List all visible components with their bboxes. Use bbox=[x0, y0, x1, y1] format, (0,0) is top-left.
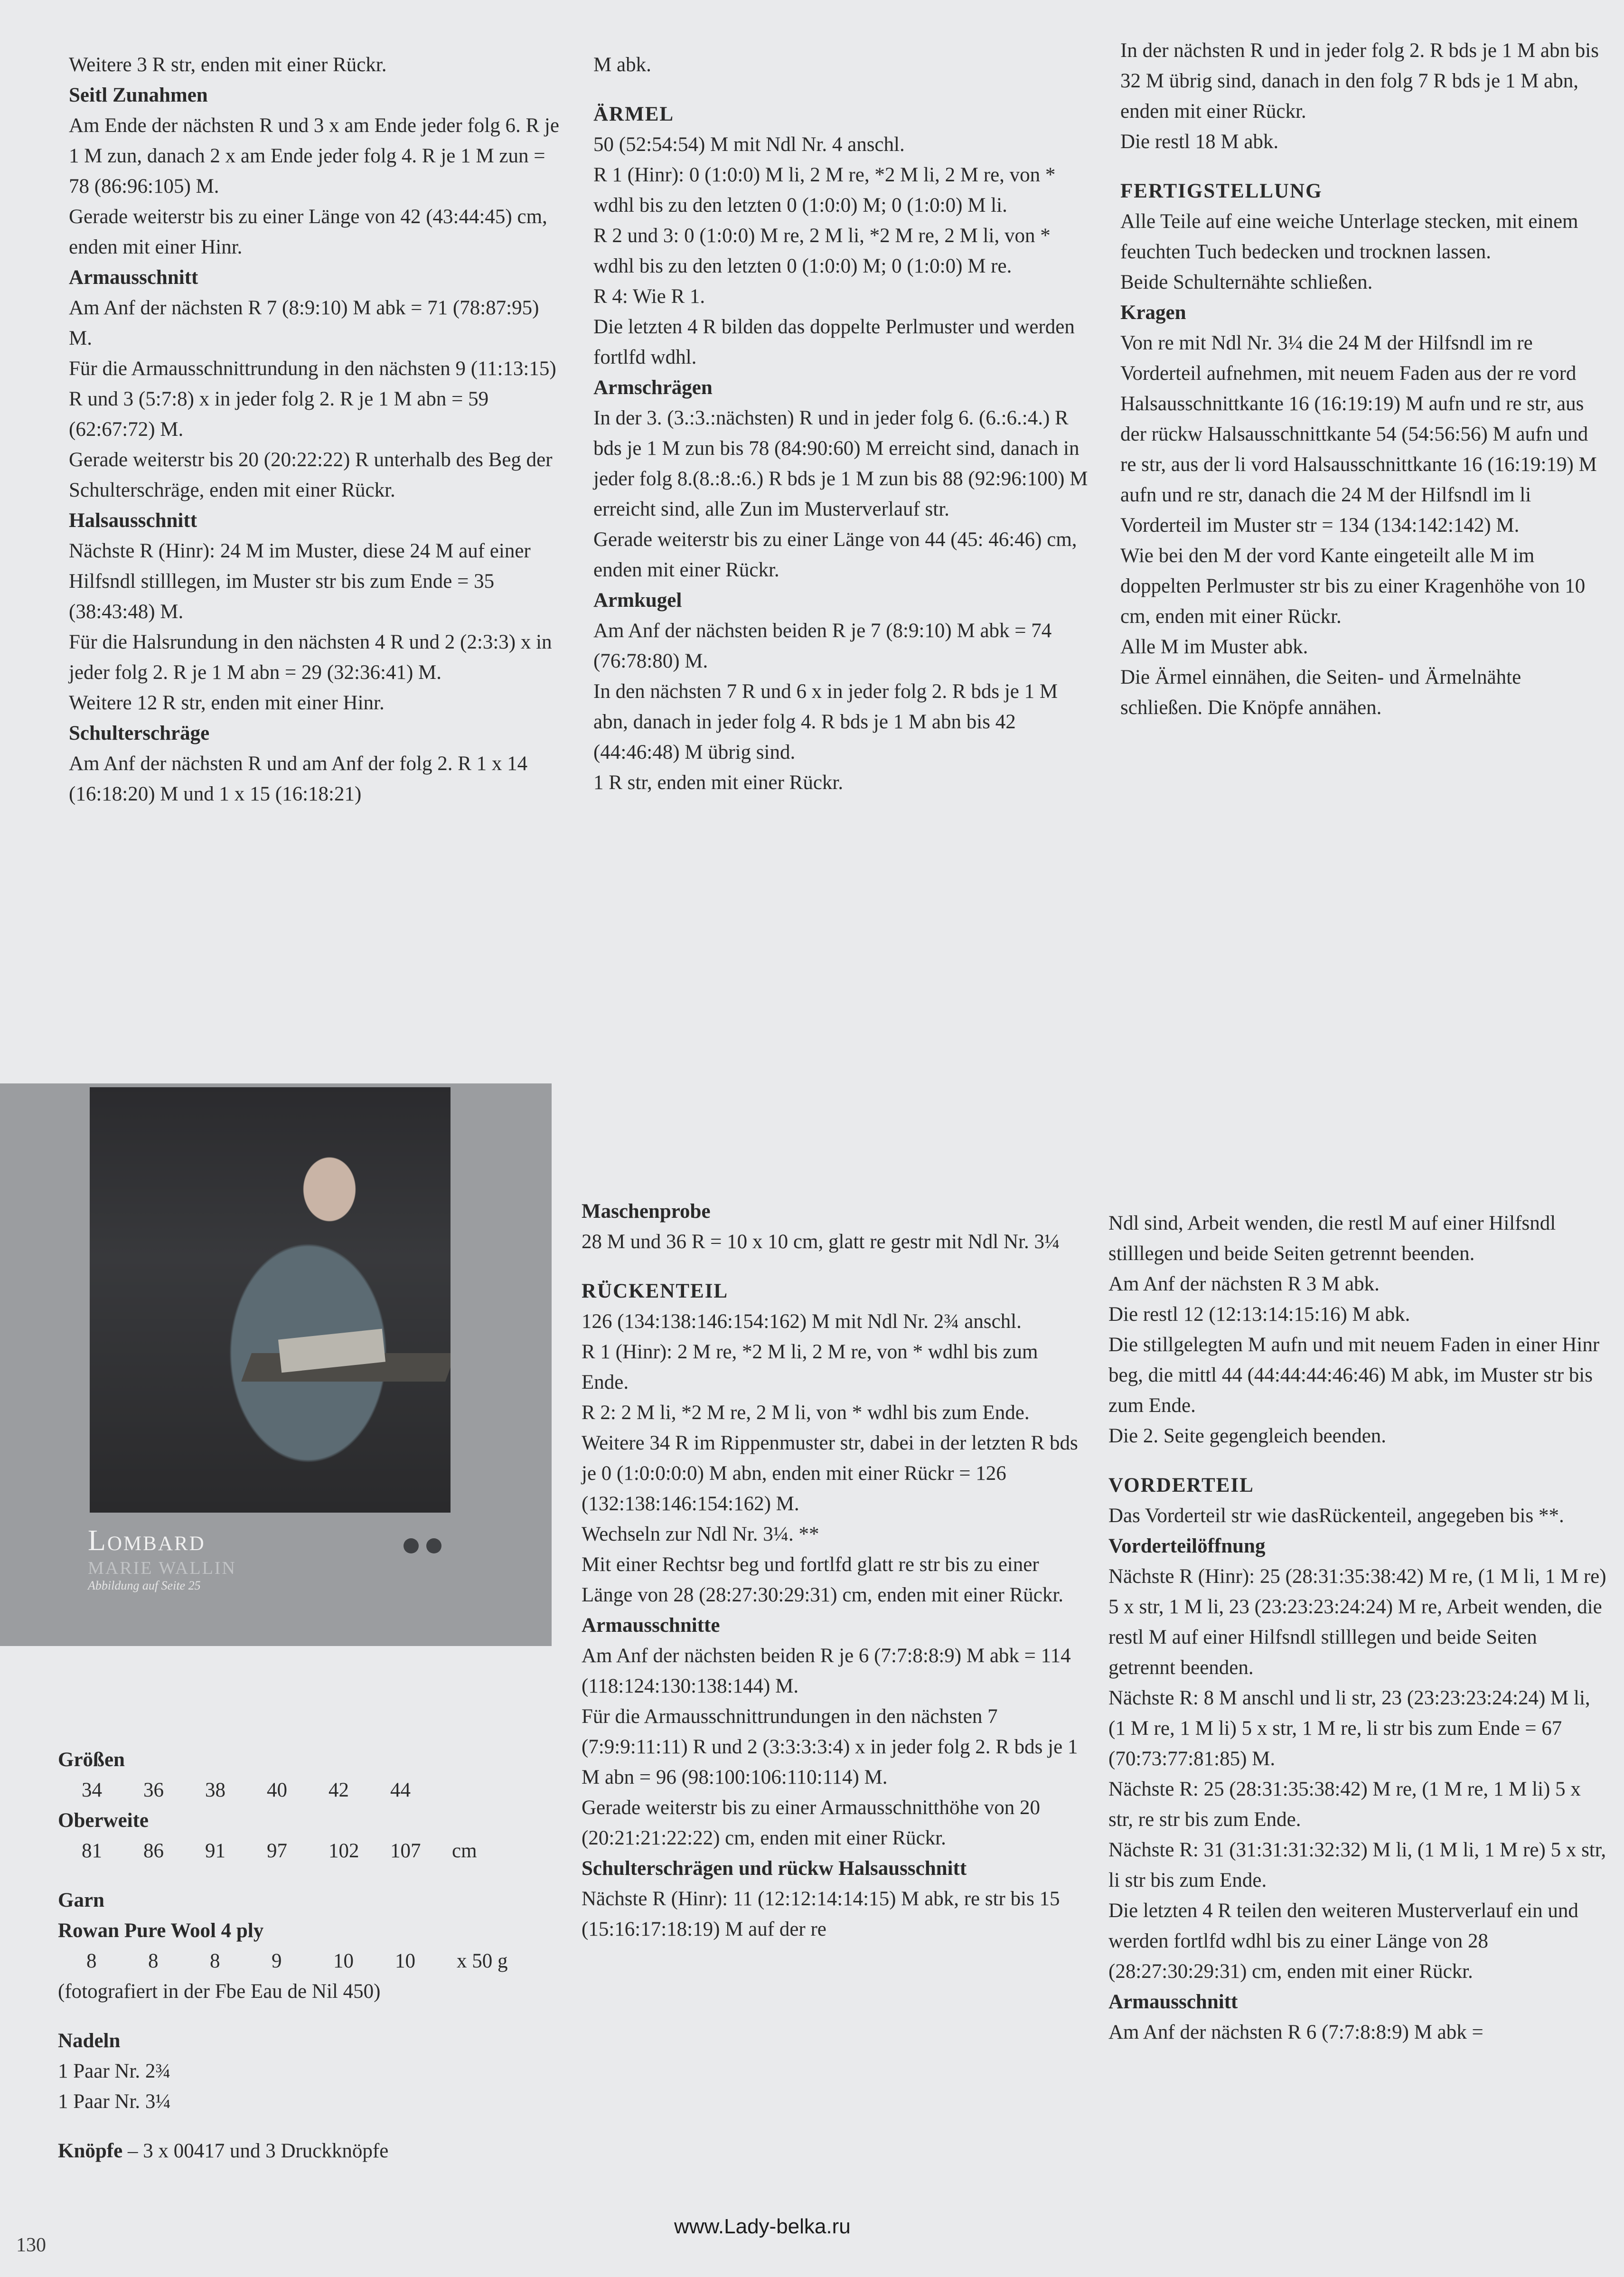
instruction-paragraph: Nächste R (Hinr): 25 (28:31:35:38:42) M re, (1 M li, 1 M re) 5 x str, 1 M li, 23 (23:23:23:24:24) M re, Arbeit wenden, die restl M auf einer Hilfsndl stilllegen und beide Seiten getrennt beenden. bbox=[1108, 1565, 1606, 1679]
pattern-info bbox=[58, 1745, 556, 2166]
needle-size: 1 Paar Nr. 3¼ bbox=[58, 2090, 171, 2113]
instruction-paragraph: Gerade weiterstr bis 20 (20:22:22) R unterhalb des Beg der Schulterschräge, enden mit einer Rückr. bbox=[69, 449, 553, 501]
difficulty-dots bbox=[404, 1538, 441, 1553]
instruction-paragraph: Am Anf der nächsten beiden R je 6 (7:7:8:8:9) M abk = 114 (118:124:130:138:144) M. bbox=[582, 1645, 1071, 1697]
section-subheading: Schulterschrägen und rückw Halsausschnitt bbox=[582, 1857, 967, 1880]
instruction-paragraph: Am Anf der nächsten beiden R je 7 (8:9:10) M abk = 74 (76:78:80) M. bbox=[593, 620, 1052, 672]
instruction-paragraph: Alle M im Muster abk. bbox=[1120, 636, 1308, 658]
instruction-paragraph: Am Anf der nächsten R 6 (7:7:8:8:9) M abk = bbox=[1108, 2021, 1483, 2043]
instruction-paragraph: Die restl 18 M abk. bbox=[1120, 131, 1279, 153]
section-subheading: Vorderteilöffnung bbox=[1108, 1535, 1266, 1557]
photo-reference: Abbildung auf Seite 25 bbox=[88, 1579, 201, 1592]
pattern-title: Lombard bbox=[88, 1524, 206, 1557]
section-heading: ÄRMEL bbox=[593, 103, 675, 125]
size-value: 36 bbox=[143, 1779, 164, 1801]
instruction-paragraph: Die stillgelegten M aufn und mit neuem Faden in einer Hinr beg, die mittl 44 (44:44:44:46:46) M abk, im Muster str bis zum Ende. bbox=[1108, 1334, 1600, 1417]
designer-name: MARIE WALLIN bbox=[88, 1558, 236, 1578]
bust-value: 102 bbox=[329, 1840, 359, 1862]
section-subheading: Halsausschnitt bbox=[69, 509, 197, 532]
section-subheading: Armschrägen bbox=[593, 376, 713, 399]
instruction-paragraph: Mit einer Rechtsr beg und fortlfd glatt re str bis zu einer Länge von 28 (28:27:30:29:31) cm, enden mit einer Rückr. bbox=[582, 1553, 1064, 1606]
bust-unit: cm bbox=[452, 1840, 477, 1862]
instruction-paragraph: Weitere 3 R str, enden mit einer Rückr. bbox=[69, 54, 387, 76]
instruction-paragraph: M abk. bbox=[593, 54, 651, 76]
yarn-label: Garn bbox=[58, 1889, 104, 1911]
column-1-top bbox=[69, 50, 567, 809]
instruction-paragraph: Nächste R: 25 (28:31:35:38:42) M re, (1 M re, 1 M li) 5 x str, re str bis zum Ende. bbox=[1108, 1778, 1581, 1831]
section-heading: FERTIGSTELLUNG bbox=[1120, 180, 1323, 202]
yarn-amount: 10 bbox=[333, 1950, 354, 1972]
yarn-amount: 8 bbox=[148, 1950, 159, 1972]
instruction-paragraph: Nächste R: 31 (31:31:31:32:32) M li, (1 M li, 1 M re) 5 x str, li str bis zum Ende. bbox=[1108, 1839, 1606, 1891]
instruction-paragraph: Gerade weiterstr bis zu einer Armausschnitthöhe von 20 (20:21:21:22:22) cm, enden mit einer Rückr. bbox=[582, 1797, 1041, 1849]
yarn-name: Rowan Pure Wool 4 ply bbox=[58, 1919, 264, 1942]
bust-value: 107 bbox=[390, 1840, 421, 1862]
instruction-paragraph: Nächste R (Hinr): 11 (12:12:14:14:15) M abk, re str bis 15 (15:16:17:18:19) M auf der re bbox=[582, 1888, 1060, 1940]
yarn-amount: 8 bbox=[86, 1950, 97, 1972]
section-subheading: Maschenprobe bbox=[582, 1200, 711, 1223]
instruction-paragraph: Alle Teile auf eine weiche Unterlage stecken, mit einem feuchten Tuch bedecken und trocknen lassen. bbox=[1120, 210, 1578, 263]
yarn-unit: x 50 g bbox=[457, 1950, 508, 1972]
yarn-amounts-row bbox=[58, 1946, 556, 1976]
instruction-paragraph: Die restl 12 (12:13:14:15:16) M abk. bbox=[1108, 1303, 1410, 1326]
size-value: 40 bbox=[267, 1779, 287, 1801]
instruction-paragraph: In den nächsten 7 R und 6 x in jeder folg 2. R bds je 1 M abn, danach in jeder folg 4. R bds je 1 M abn bis 42 (44:46:48) M übrig sind. bbox=[593, 680, 1058, 763]
section-heading: VORDERTEIL bbox=[1108, 1474, 1254, 1496]
bust-label: Oberweite bbox=[58, 1809, 149, 1832]
instruction-paragraph: Die 2. Seite gegengleich beenden. bbox=[1108, 1425, 1387, 1447]
section-subheading: Kragen bbox=[1120, 301, 1186, 324]
buttons-label: Knöpfe bbox=[58, 2140, 123, 2162]
bust-value: 97 bbox=[267, 1840, 287, 1862]
instruction-paragraph: Für die Halsrundung in den nächsten 4 R und 2 (2:3:3) x in jeder folg 2. R je 1 M abn = 29 (32:36:41) M. bbox=[69, 631, 552, 684]
instruction-paragraph: In der 3. (3.:3.:nächsten) R und in jeder folg 6. (6.:6.:4.) R bds je 1 M zun bis 78 (84:90:60) M erreicht sind, danach in jeder folg 8.(8.:8.:6.) R bds je 1 M zun bis 88 (92:96:100) M erreicht sind, alle Zun im Musterverlauf str. bbox=[593, 407, 1088, 520]
instruction-paragraph: Am Ende der nächsten R und 3 x am Ende jeder folg 6. R je 1 M zun, danach 2 x am Ende jeder folg 4. R je 1 M zun = 78 (86:96:105) M. bbox=[69, 114, 559, 198]
column-3-top bbox=[1120, 36, 1600, 723]
size-value: 34 bbox=[82, 1779, 102, 1801]
needles-label: Nadeln bbox=[58, 2030, 121, 2052]
instruction-paragraph: Gerade weiterstr bis zu einer Länge von 42 (43:44:45) cm, enden mit einer Hinr. bbox=[69, 206, 547, 258]
section-subheading: Armausschnitte bbox=[582, 1614, 720, 1637]
instruction-paragraph: Weitere 34 R im Rippenmuster str, dabei in der letzten R bds je 0 (1:0:0:0:0) M abn, enden mit einer Rückr = 126 (132:138:146:154:162) M. bbox=[582, 1432, 1078, 1515]
instruction-paragraph: Von re mit Ndl Nr. 3¼ die 24 M der Hilfsndl im re Vorderteil aufnehmen, mit neuem Faden aus der re vord Halsausschnittkante 16 (16:19:19) M aufn und re str, aus der rückw Halsausschnittkante 54 (54:56:56) M aufn und re str, aus der li vord Halsausschnittkante 16 (16:19:19) M aufn und re str, danach die 24 M der Hilfsndl im li Vorderteil im Muster str = 134 (134:142:142) M. bbox=[1120, 332, 1597, 536]
instruction-paragraph: Nächste R: 8 M anschl und li str, 23 (23:23:23:24:24) M li, (1 M re, 1 M li) 5 x str, 1 M re, li str bis zum Ende = 67 (70:73:77:81:85) M. bbox=[1108, 1687, 1590, 1770]
yarn-amount: 8 bbox=[210, 1950, 220, 1972]
section-subheading: Seitl Zunahmen bbox=[69, 84, 208, 106]
instruction-paragraph: R 2: 2 M li, *2 M re, 2 M li, von * wdhl bis zum Ende. bbox=[582, 1402, 1030, 1424]
model-photo bbox=[90, 1087, 451, 1513]
bust-value: 81 bbox=[82, 1840, 102, 1862]
instruction-paragraph: Wechseln zur Ndl Nr. 3¼. ** bbox=[582, 1523, 819, 1545]
size-value: 38 bbox=[205, 1779, 225, 1801]
yarn-amount: 9 bbox=[272, 1950, 282, 1972]
instruction-paragraph: Am Anf der nächsten R 3 M abk. bbox=[1108, 1273, 1380, 1295]
yarn-note: (fotografiert in der Fbe Eau de Nil 450) bbox=[58, 1980, 381, 2003]
instruction-paragraph: 126 (134:138:146:154:162) M mit Ndl Nr. 2¾ anschl. bbox=[582, 1310, 1022, 1333]
instruction-paragraph: Wie bei den M der vord Kante eingeteilt alle M im doppelten Perlmuster str bis zu einer Kragenhöhe von 10 cm, enden mit einer Rückr. bbox=[1120, 545, 1586, 628]
instruction-paragraph: R 1 (Hinr): 2 M re, *2 M li, 2 M re, von * wdhl bis zum Ende. bbox=[582, 1341, 1038, 1393]
buttons-line bbox=[58, 2136, 556, 2166]
instruction-paragraph: R 1 (Hinr): 0 (1:0:0) M li, 2 M re, *2 M li, 2 M re, von * wdhl bis zu den letzten 0 (1:0:0) M; 0 (1:0:0) M li. bbox=[593, 164, 1056, 216]
column-2-bottom bbox=[582, 1196, 1080, 1945]
section-subheading: Schulterschräge bbox=[69, 722, 210, 744]
instruction-paragraph: Am Anf der nächsten R 7 (8:9:10) M abk = 71 (78:87:95) M. bbox=[69, 297, 539, 349]
column-2-top bbox=[593, 50, 1092, 798]
section-heading: RÜCKENTEIL bbox=[582, 1280, 729, 1302]
site-url: www.Lady-belka.ru bbox=[674, 2215, 851, 2238]
instruction-paragraph: Für die Armausschnittrundungen in den nächsten 7 (7:9:9:11:11) R und 2 (3:3:3:3:4) x in jeder folg 2. R bds je 1 M abn = 96 (98:100:106:110:114) M. bbox=[582, 1705, 1078, 1788]
instruction-paragraph: Die letzten 4 R teilen den weiteren Musterverlauf ein und werden fortlfd wdhl bis zu einer Länge von 28 (28:27:30:29:31) cm, enden mit einer Rückr. bbox=[1108, 1900, 1578, 1983]
instruction-paragraph: In der nächsten R und in jeder folg 2. R bds je 1 M abn bis 32 M übrig sind, danach in den folg 7 R bds je 1 M abn, enden mit einer Rückr. bbox=[1120, 39, 1599, 122]
sizes-row bbox=[58, 1775, 556, 1806]
needle-size: 1 Paar Nr. 2¾ bbox=[58, 2060, 171, 2082]
size-value: 44 bbox=[390, 1779, 411, 1801]
section-subheading: Armausschnitt bbox=[1108, 1991, 1238, 2013]
page-number: 130 bbox=[16, 2234, 46, 2256]
difficulty-dot-icon bbox=[404, 1538, 419, 1553]
instruction-paragraph: Für die Armausschnittrundung in den nächsten 9 (11:13:15) R und 3 (5:7:8) x in jeder folg 2. R je 1 M abn = 59 (62:67:72) M. bbox=[69, 358, 556, 441]
instruction-paragraph: Beide Schulternähte schließen. bbox=[1120, 271, 1373, 293]
photo-caption bbox=[88, 1524, 236, 1593]
instruction-paragraph: R 4: Wie R 1. bbox=[593, 285, 705, 308]
size-value: 42 bbox=[329, 1779, 349, 1801]
difficulty-dot-icon bbox=[426, 1538, 441, 1553]
section-subheading: Armausschnitt bbox=[69, 266, 198, 289]
instruction-paragraph: Das Vorderteil str wie dasRückenteil, angegeben bis **. bbox=[1108, 1505, 1564, 1527]
bust-row bbox=[58, 1836, 556, 1866]
section-subheading: Armkugel bbox=[593, 589, 682, 612]
column-3-bottom bbox=[1108, 1208, 1607, 2048]
instruction-paragraph: 28 M und 36 R = 10 x 10 cm, glatt re gestr mit Ndl Nr. 3¼ bbox=[582, 1231, 1060, 1253]
instruction-paragraph: Die letzten 4 R bilden das doppelte Perlmuster und werden fortlfd wdhl. bbox=[593, 316, 1075, 368]
bust-value: 91 bbox=[205, 1840, 225, 1862]
bust-value: 86 bbox=[143, 1840, 164, 1862]
instruction-paragraph: Weitere 12 R str, enden mit einer Hinr. bbox=[69, 692, 385, 714]
instruction-paragraph: 50 (52:54:54) M mit Ndl Nr. 4 anschl. bbox=[593, 133, 905, 156]
instruction-paragraph: Am Anf der nächsten R und am Anf der folg 2. R 1 x 14 (16:18:20) M und 1 x 15 (16:18:21) bbox=[69, 753, 528, 805]
instruction-paragraph: 1 R str, enden mit einer Rückr. bbox=[593, 772, 844, 794]
instruction-paragraph: Die Ärmel einnähen, die Seiten- und Ärmelnähte schließen. Die Knöpfe annähen. bbox=[1120, 666, 1521, 719]
yarn-amount: 10 bbox=[395, 1950, 415, 1972]
instruction-paragraph: Gerade weiterstr bis zu einer Länge von 44 (45: 46:46) cm, enden mit einer Rückr. bbox=[593, 528, 1077, 581]
sizes-label: Größen bbox=[58, 1749, 125, 1771]
buttons-text: – 3 x 00417 und 3 Druckknöpfe bbox=[122, 2140, 389, 2162]
instruction-paragraph: Nächste R (Hinr): 24 M im Muster, diese 24 M auf einer Hilfsndl stilllegen, im Muster str bis zum Ende = 35 (38:43:48) M. bbox=[69, 540, 531, 623]
instruction-paragraph: R 2 und 3: 0 (1:0:0) M re, 2 M li, *2 M re, 2 M li, von * wdhl bis zu den letzten 0 (1:0:0) M; 0 (1:0:0) M re. bbox=[593, 225, 1051, 277]
instruction-paragraph: Ndl sind, Arbeit wenden, die restl M auf einer Hilfsndl stilllegen und beide Seiten getrennt beenden. bbox=[1108, 1212, 1556, 1265]
